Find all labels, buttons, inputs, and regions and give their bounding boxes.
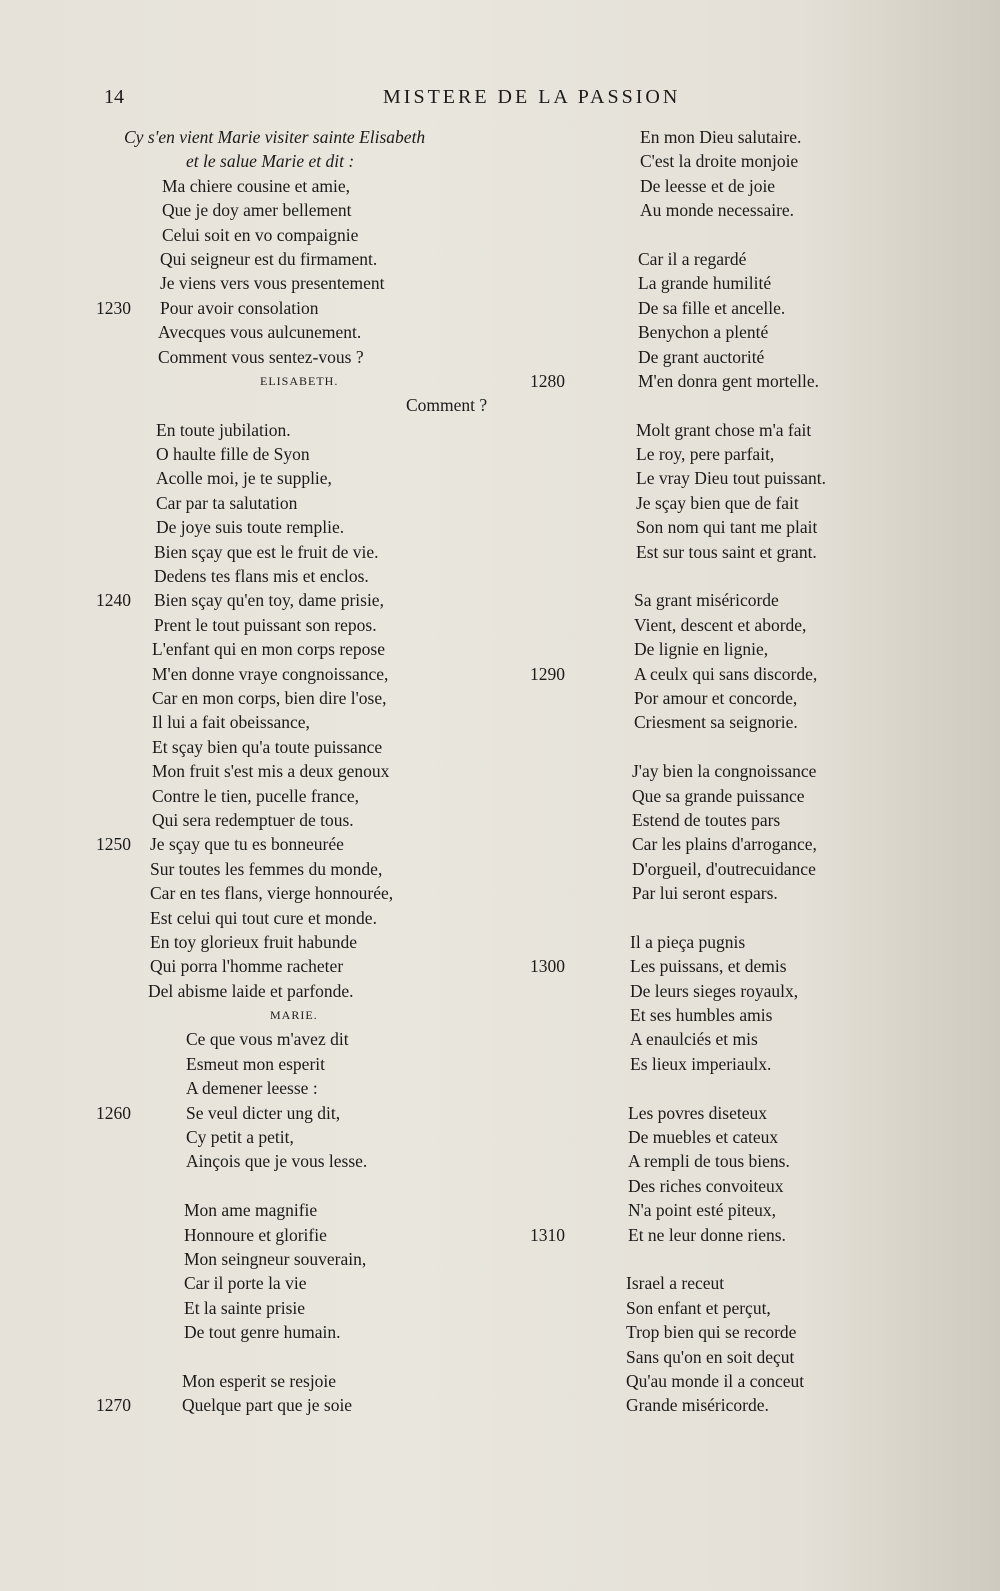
stage-direction: Cy s'en vient Marie visiter sainte Elisabeth <box>124 127 426 147</box>
line-number: 1250 <box>96 834 131 855</box>
verse-text: Comment ? <box>406 395 488 416</box>
verse-text: D'orgueil, d'outrecuidance <box>632 858 816 879</box>
verse-text: Criesment sa seignorie. <box>634 712 798 733</box>
verse-line <box>530 1320 870 1344</box>
verse-line <box>96 296 516 320</box>
verse-line <box>96 613 516 637</box>
stanza-break <box>530 1076 870 1100</box>
stanza-break <box>530 393 870 417</box>
verse-line <box>530 930 870 954</box>
verse-line <box>96 515 516 539</box>
verse-line <box>530 637 870 661</box>
verse-line <box>96 832 516 856</box>
verse-line <box>96 198 516 222</box>
verse-line <box>96 320 516 344</box>
speaker-name: ELISABETH. <box>260 373 339 388</box>
line-number: 1240 <box>96 590 131 611</box>
verse-text: En toute jubilation. <box>156 419 291 440</box>
verse-line <box>530 979 870 1003</box>
verse-line <box>530 174 870 198</box>
verse-line <box>96 662 516 686</box>
verse-line <box>96 637 516 661</box>
verse-text: Estend de toutes pars <box>632 809 781 830</box>
verse-line <box>96 1076 516 1100</box>
verse-text: De lignie en lignie, <box>634 639 769 660</box>
verse-line <box>530 1149 870 1173</box>
verse-line <box>96 1052 516 1076</box>
verse-text: De tout genre humain. <box>184 1322 341 1343</box>
verse-text: Benychon a plenté <box>638 322 769 343</box>
verse-text: J'ay bien la congnoissance <box>632 761 817 782</box>
verse-line <box>530 369 870 393</box>
verse-text: Par lui seront espars. <box>632 883 778 904</box>
verse-text: De grant auctorité <box>638 346 765 367</box>
verse-text: Por amour et concorde, <box>634 687 798 708</box>
verse-line <box>96 466 516 490</box>
verse-text: Les puissans, et demis <box>630 956 787 977</box>
verse-line <box>530 662 870 686</box>
verse-line <box>96 1223 516 1247</box>
verse-line <box>96 735 516 759</box>
verse-text: Au monde necessaire. <box>640 200 795 221</box>
verse-text: Mon fruit s'est mis a deux genoux <box>152 761 390 782</box>
verse-line <box>530 466 870 490</box>
verse-text: Celui soit en vo compaignie <box>162 224 359 245</box>
verse-line <box>530 296 870 320</box>
verse-text: Bien sçay que est le fruit de vie. <box>154 541 379 562</box>
verse-text: Qui porra l'homme racheter <box>150 956 344 977</box>
verse-line <box>96 1101 516 1125</box>
verse-text: Mon seingneur souverain, <box>184 1248 367 1269</box>
verse-text: Et la sainte prisie <box>184 1297 306 1318</box>
verse-line <box>530 759 870 783</box>
verse-line <box>530 784 870 808</box>
verse-text: Prent le tout puissant son repos. <box>154 614 377 635</box>
verse-line <box>96 1003 516 1027</box>
verse-line <box>96 930 516 954</box>
verse-line <box>96 442 516 466</box>
verse-text: Comment vous sentez-vous ? <box>158 346 364 367</box>
verse-text: C'est la droite monjoie <box>640 151 799 172</box>
verse-line <box>530 515 870 539</box>
verse-text: O haulte fille de Syon <box>156 444 310 465</box>
verse-line <box>530 832 870 856</box>
verse-line <box>96 369 516 393</box>
verse-text: Molt grant chose m'a fait <box>636 419 812 440</box>
verse-line <box>530 710 870 734</box>
verse-line <box>96 710 516 734</box>
line-number: 1310 <box>530 1224 565 1245</box>
verse-text: Quelque part que je soie <box>182 1395 353 1416</box>
verse-line <box>96 1027 516 1051</box>
stanza-break <box>96 1174 516 1198</box>
verse-text: Son nom qui tant me plait <box>636 517 818 538</box>
verse-text: Cy petit a petit, <box>186 1127 294 1148</box>
line-number: 1290 <box>530 663 565 684</box>
verse-text: Les povres diseteux <box>628 1102 767 1123</box>
verse-text: M'en donra gent mortelle. <box>638 370 820 391</box>
verse-line <box>96 564 516 588</box>
verse-line <box>530 491 870 515</box>
stanza-break <box>530 223 870 247</box>
verse-line <box>530 588 870 612</box>
verse-line <box>530 881 870 905</box>
verse-text: Car par ta salutation <box>156 492 298 513</box>
verse-text: Et ne leur donne riens. <box>628 1224 786 1245</box>
verse-line <box>96 1149 516 1173</box>
verse-line <box>530 442 870 466</box>
verse-line <box>96 1125 516 1149</box>
verse-line <box>530 1101 870 1125</box>
left-column <box>96 125 516 1418</box>
verse-text: Mon ame magnifie <box>184 1200 318 1221</box>
running-title: MISTERE DE LA PASSION <box>383 86 681 108</box>
verse-line <box>96 857 516 881</box>
verse-line <box>530 1003 870 1027</box>
verse-text: Ma chiere cousine et amie, <box>162 175 351 196</box>
line-number: 1270 <box>96 1395 131 1416</box>
verse-line <box>96 1296 516 1320</box>
verse-line <box>530 613 870 637</box>
verse-text: Qui seigneur est du firmament. <box>160 248 378 269</box>
verse-line <box>96 174 516 198</box>
verse-text: La grande humilité <box>638 273 772 294</box>
verse-line <box>96 125 516 149</box>
stanza-break <box>530 564 870 588</box>
verse-line <box>530 345 870 369</box>
verse-text: Qui sera redemptuer de tous. <box>152 809 354 830</box>
verse-text: Es lieux imperiaulx. <box>630 1053 772 1074</box>
stage-direction: et le salue Marie et dit : <box>186 151 355 172</box>
verse-text: Le roy, pere parfait, <box>636 444 775 465</box>
verse-text: Contre le tien, pucelle france, <box>152 785 359 806</box>
verse-text: Car les plains d'arrogance, <box>632 834 817 855</box>
verse-line <box>530 198 870 222</box>
verse-line <box>96 1247 516 1271</box>
verse-text: Je viens vers vous presentement <box>160 273 385 294</box>
speaker-name: MARIE. <box>270 1008 318 1023</box>
verse-line <box>96 808 516 832</box>
verse-text: Son enfant et perçut, <box>626 1297 771 1318</box>
verse-line <box>96 149 516 173</box>
verse-line <box>530 1271 870 1295</box>
verse-text: Mon esperit se resjoie <box>182 1370 337 1391</box>
verse-text: N'a point esté piteux, <box>628 1200 776 1221</box>
verse-text: De joye suis toute remplie. <box>156 517 345 538</box>
verse-text: Est sur tous saint et grant. <box>636 541 817 562</box>
verse-line <box>530 271 870 295</box>
verse-line <box>96 759 516 783</box>
verse-line <box>96 271 516 295</box>
verse-line <box>530 540 870 564</box>
verse-text: Je sçay bien que de fait <box>636 492 799 513</box>
verse-line <box>96 540 516 564</box>
verse-text: L'enfant qui en mon corps repose <box>152 639 386 660</box>
verse-line <box>96 588 516 612</box>
verse-line <box>96 906 516 930</box>
verse-text: Acolle moi, je te supplie, <box>156 468 332 489</box>
verse-text: Il lui a fait obeissance, <box>152 712 310 733</box>
verse-line <box>530 1198 870 1222</box>
verse-line <box>96 247 516 271</box>
verse-line <box>530 1052 870 1076</box>
verse-line <box>96 1369 516 1393</box>
verse-text: A demener leesse : <box>186 1078 318 1099</box>
verse-line <box>530 1393 870 1417</box>
verse-line <box>96 1320 516 1344</box>
verse-text: Trop bien qui se recorde <box>626 1322 797 1343</box>
right-column <box>530 125 870 1418</box>
verse-line <box>96 954 516 978</box>
verse-line <box>96 1271 516 1295</box>
verse-text: Vient, descent et aborde, <box>634 614 807 635</box>
verse-line <box>530 1369 870 1393</box>
verse-text: De leesse et de joie <box>640 175 776 196</box>
verse-text: Esmeut mon esperit <box>186 1053 326 1074</box>
line-number: 1300 <box>530 956 565 977</box>
verse-text: De sa fille et ancelle. <box>638 297 786 318</box>
verse-line <box>96 784 516 808</box>
verse-line <box>530 686 870 710</box>
verse-text: En toy glorieux fruit habunde <box>150 931 358 952</box>
verse-text: Honnoure et glorifie <box>184 1224 327 1245</box>
verse-line <box>530 1345 870 1369</box>
verse-line <box>96 1198 516 1222</box>
verse-text: Est celui qui tout cure et monde. <box>150 907 377 928</box>
verse-text: Car il porte la vie <box>184 1273 307 1294</box>
verse-line <box>96 223 516 247</box>
verse-text: Que je doy amer bellement <box>162 200 352 221</box>
verse-text: En mon Dieu salutaire. <box>640 127 802 147</box>
verse-text: A rempli de tous biens. <box>628 1151 790 1172</box>
verse-line <box>530 857 870 881</box>
verse-line <box>530 808 870 832</box>
verse-text: A ceulx qui sans discorde, <box>634 663 818 684</box>
verse-text: A enaulciés et mis <box>630 1029 758 1050</box>
verse-text: Ainçois que je vous lesse. <box>186 1151 368 1172</box>
verse-text: Avecques vous aulcunement. <box>158 322 362 343</box>
verse-text: Il a pieça pugnis <box>630 931 746 952</box>
verse-line <box>530 954 870 978</box>
verse-text: Del abisme laide et parfonde. <box>148 980 354 1001</box>
verse-line <box>96 1393 516 1417</box>
line-number: 1230 <box>96 297 131 318</box>
verse-line <box>530 1027 870 1051</box>
verse-line <box>530 125 870 149</box>
verse-text: Car en tes flans, vierge honnourée, <box>150 883 394 904</box>
verse-text: Sa grant miséricorde <box>634 590 779 611</box>
page-header <box>0 86 1000 116</box>
stanza-break <box>530 1247 870 1271</box>
verse-text: Sans qu'on en soit deçut <box>626 1346 795 1367</box>
verse-text: Pour avoir consolation <box>160 297 319 318</box>
verse-line <box>96 881 516 905</box>
stanza-break <box>530 735 870 759</box>
verse-text: Et ses humbles amis <box>630 1005 773 1026</box>
verse-line <box>96 418 516 442</box>
verse-text: Israel a receut <box>626 1273 725 1294</box>
verse-line <box>530 247 870 271</box>
verse-line <box>530 320 870 344</box>
verse-text: De muebles et cateux <box>628 1127 779 1148</box>
verse-text: Grande miséricorde. <box>626 1395 769 1416</box>
stanza-break <box>96 1345 516 1369</box>
verse-text: Des riches convoiteux <box>628 1175 784 1196</box>
verse-text: Qu'au monde il a conceut <box>626 1370 805 1391</box>
verse-line <box>96 979 516 1003</box>
verse-text: Et sçay bien qu'a toute puissance <box>152 736 383 757</box>
verse-line <box>96 345 516 369</box>
verse-line <box>530 149 870 173</box>
verse-text: Car il a regardé <box>638 248 747 269</box>
line-number: 1260 <box>96 1102 131 1123</box>
page-number: 14 <box>104 86 124 108</box>
verse-text: Je sçay que tu es bonneurée <box>150 834 344 855</box>
verse-text: Que sa grande puissance <box>632 785 805 806</box>
verse-line <box>530 1296 870 1320</box>
verse-line <box>530 1125 870 1149</box>
verse-text: Sur toutes les femmes du monde, <box>150 858 383 879</box>
verse-text: M'en donne vraye congnoissance, <box>152 663 389 684</box>
verse-text: Le vray Dieu tout puissant. <box>636 468 827 489</box>
verse-text: Ce que vous m'avez dit <box>186 1029 349 1050</box>
verse-line <box>530 1223 870 1247</box>
verse-line <box>96 491 516 515</box>
verse-text: Se veul dicter ung dit, <box>186 1102 341 1123</box>
verse-line <box>530 418 870 442</box>
verse-text: Bien sçay qu'en toy, dame prisie, <box>154 590 384 611</box>
verse-line <box>96 686 516 710</box>
verse-text: Dedens tes flans mis et enclos. <box>154 566 369 587</box>
line-number: 1280 <box>530 370 565 391</box>
verse-line <box>530 1174 870 1198</box>
stanza-break <box>530 906 870 930</box>
verse-text: Car en mon corps, bien dire l'ose, <box>152 687 387 708</box>
verse-text: De leurs sieges royaulx, <box>630 980 799 1001</box>
verse-line <box>96 393 516 417</box>
